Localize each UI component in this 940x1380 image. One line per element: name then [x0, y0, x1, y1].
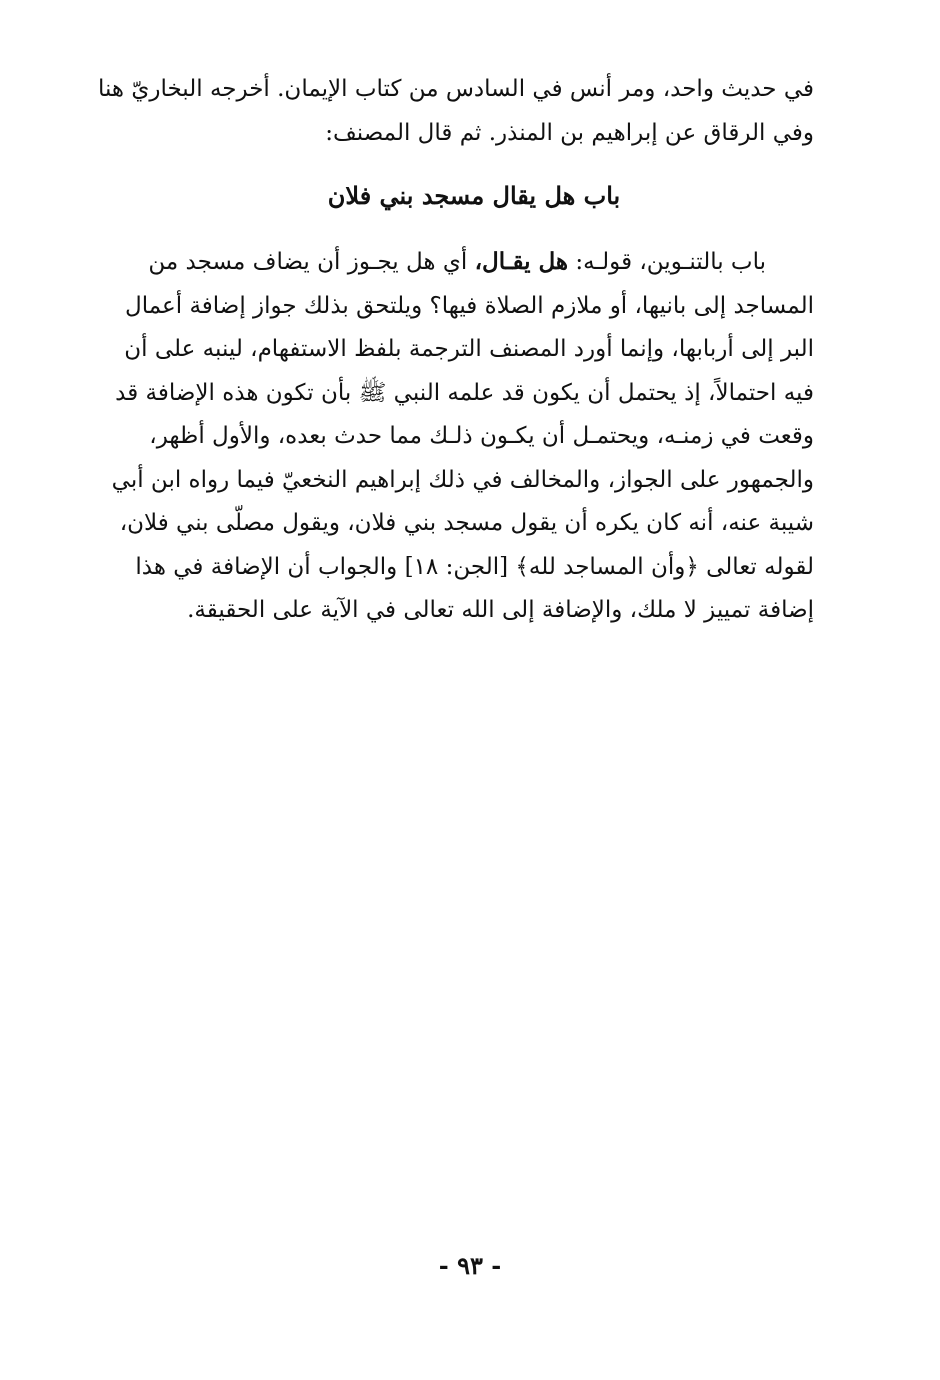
- body-line-5: وقعت في زمنـه، ويحتمـل أن يكـون ذلـك مما حدث بعده، والأول أظهر،: [149, 423, 814, 449]
- body-line-7: شيبة عنه، أنه كان يكره أن يقول مسجد بني فلان، ويقول مصلّى بني فلان،: [119, 510, 814, 536]
- body-paragraph: [111, 240, 814, 633]
- body-line-4: فيه احتمالاً، إذ يحتمل أن يكون قد علمه النبي ﷺ بأن تكون هذه الإضافة قد: [115, 379, 814, 406]
- body-line-1: [134, 240, 814, 285]
- chapter-heading: باب هل يقال مسجد بني فلان: [327, 181, 621, 210]
- body-line-1-start: باب بالتنـوين، قولـه:: [568, 249, 766, 275]
- body-line-2: المساجد إلى بانيها، أو ملازم الصلاة فيها؟ ويلتحق بذلك جواز إضافة أعمال: [125, 292, 814, 319]
- body-line-6: والجمهور على الجواز، والمخالف في ذلك إبراهيم النخعيّ فيما رواه ابن أبي: [111, 466, 814, 493]
- body-line-3: البر إلى أربابها، وإنما أورد المصنف الترجمة بلفظ الاستفهام، لينبه على أن: [124, 336, 814, 362]
- body-line-1-end: أي هل يجـوز أن يضاف مسجد من: [148, 249, 475, 275]
- page-number: - ٩٣ -: [438, 1251, 502, 1280]
- intro-line-2: وفي الرقاق عن إبراهيم بن المنذر. ثم قال المصنف:: [325, 119, 814, 146]
- body-line-1-bold: هل يقـال،: [474, 248, 569, 275]
- body-line-8: لقوله تعالى ﴿وأن المساجد لله﴾ [الجن: ١٨] والجواب أن الإضافة في هذا: [135, 553, 814, 580]
- body-line-9: إضافة تمييز لا ملك، والإضافة إلى الله تعالى في الآية على الحقيقة.: [187, 597, 814, 623]
- intro-line-1: في حديث واحد، ومر أنس في السادس من كتاب الإيمان. أخرجه البخاريّ هنا: [97, 76, 814, 102]
- intro-paragraph: [97, 68, 814, 155]
